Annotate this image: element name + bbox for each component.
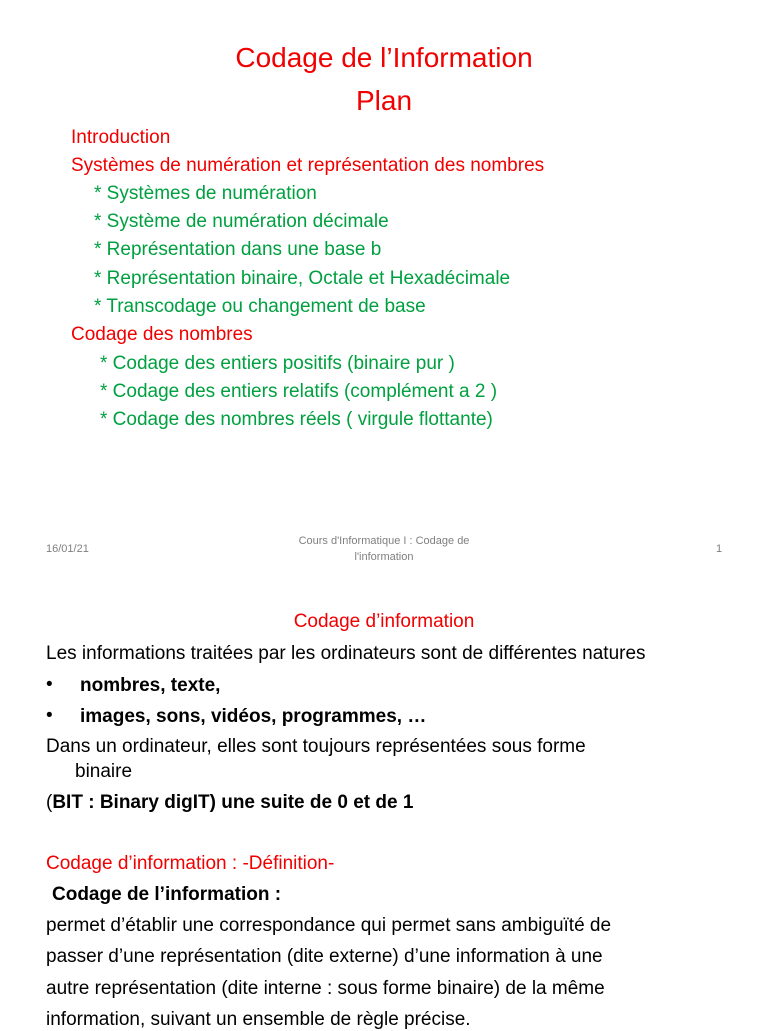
outline-section-numeration: Systèmes de numération et représentation des nombres	[71, 155, 545, 176]
definition-line: passer d’une représentation (dite externe) d’une information à une	[46, 946, 603, 967]
footer-date: 16/01/21	[46, 543, 89, 555]
outline-item: * Système de numération décimale	[94, 211, 389, 232]
slide-2-heading: Codage d’information	[293, 611, 475, 632]
outline-introduction: Introduction	[71, 127, 171, 148]
binary-text-line-1: Dans un ordinateur, elles sont toujours représentées sous forme	[46, 736, 586, 757]
bullet-item: nombres, texte,	[80, 675, 221, 696]
slide-subtitle: Plan	[355, 85, 413, 116]
bullet-icon: •	[46, 705, 53, 726]
outline-item: * Codage des entiers positifs (binaire pur )	[100, 353, 455, 374]
bit-open-paren: (	[46, 792, 53, 813]
bullet-icon: •	[46, 674, 53, 695]
bit-text: BIT : Binary digIT) une suite de 0 et de 1	[52, 792, 414, 813]
outline-item: * Représentation binaire, Octale et Hexadécimale	[94, 268, 511, 289]
slide-title: Codage de l’Information	[235, 42, 533, 73]
intro-text: Les informations traitées par les ordinateurs sont de différentes natures	[46, 643, 646, 664]
outline-section-codage: Codage des nombres	[71, 324, 253, 345]
outline-item: * Systèmes de numération	[94, 183, 317, 204]
definition-line: permet d’établir une correspondance qui permet sans ambiguïté de	[46, 915, 612, 936]
definition-term: Codage de l’information :	[52, 884, 282, 905]
bullet-item: images, sons, vidéos, programmes, …	[80, 706, 427, 727]
outline-item: * Codage des nombres réels ( virgule flottante)	[100, 409, 493, 430]
outline-item: * Représentation dans une base b	[94, 239, 382, 260]
footer-page-number: 1	[716, 543, 723, 555]
footer-course-line-2: l'information	[354, 551, 414, 563]
outline-item: * Codage des entiers relatifs (complément a 2 )	[100, 381, 498, 402]
bit-definition	[46, 792, 413, 814]
binary-text-line-2: binaire	[75, 761, 133, 782]
definition-line: autre représentation (dite interne : sous forme binaire) de la même	[46, 978, 605, 999]
footer-course-line-1: Cours d'Informatique I : Codage de	[298, 535, 470, 547]
definition-heading: Codage d’information : -Définition-	[46, 853, 335, 874]
definition-line: information, suivant un ensemble de règle précise.	[46, 1009, 471, 1030]
outline-item: * Transcodage ou changement de base	[94, 296, 426, 317]
